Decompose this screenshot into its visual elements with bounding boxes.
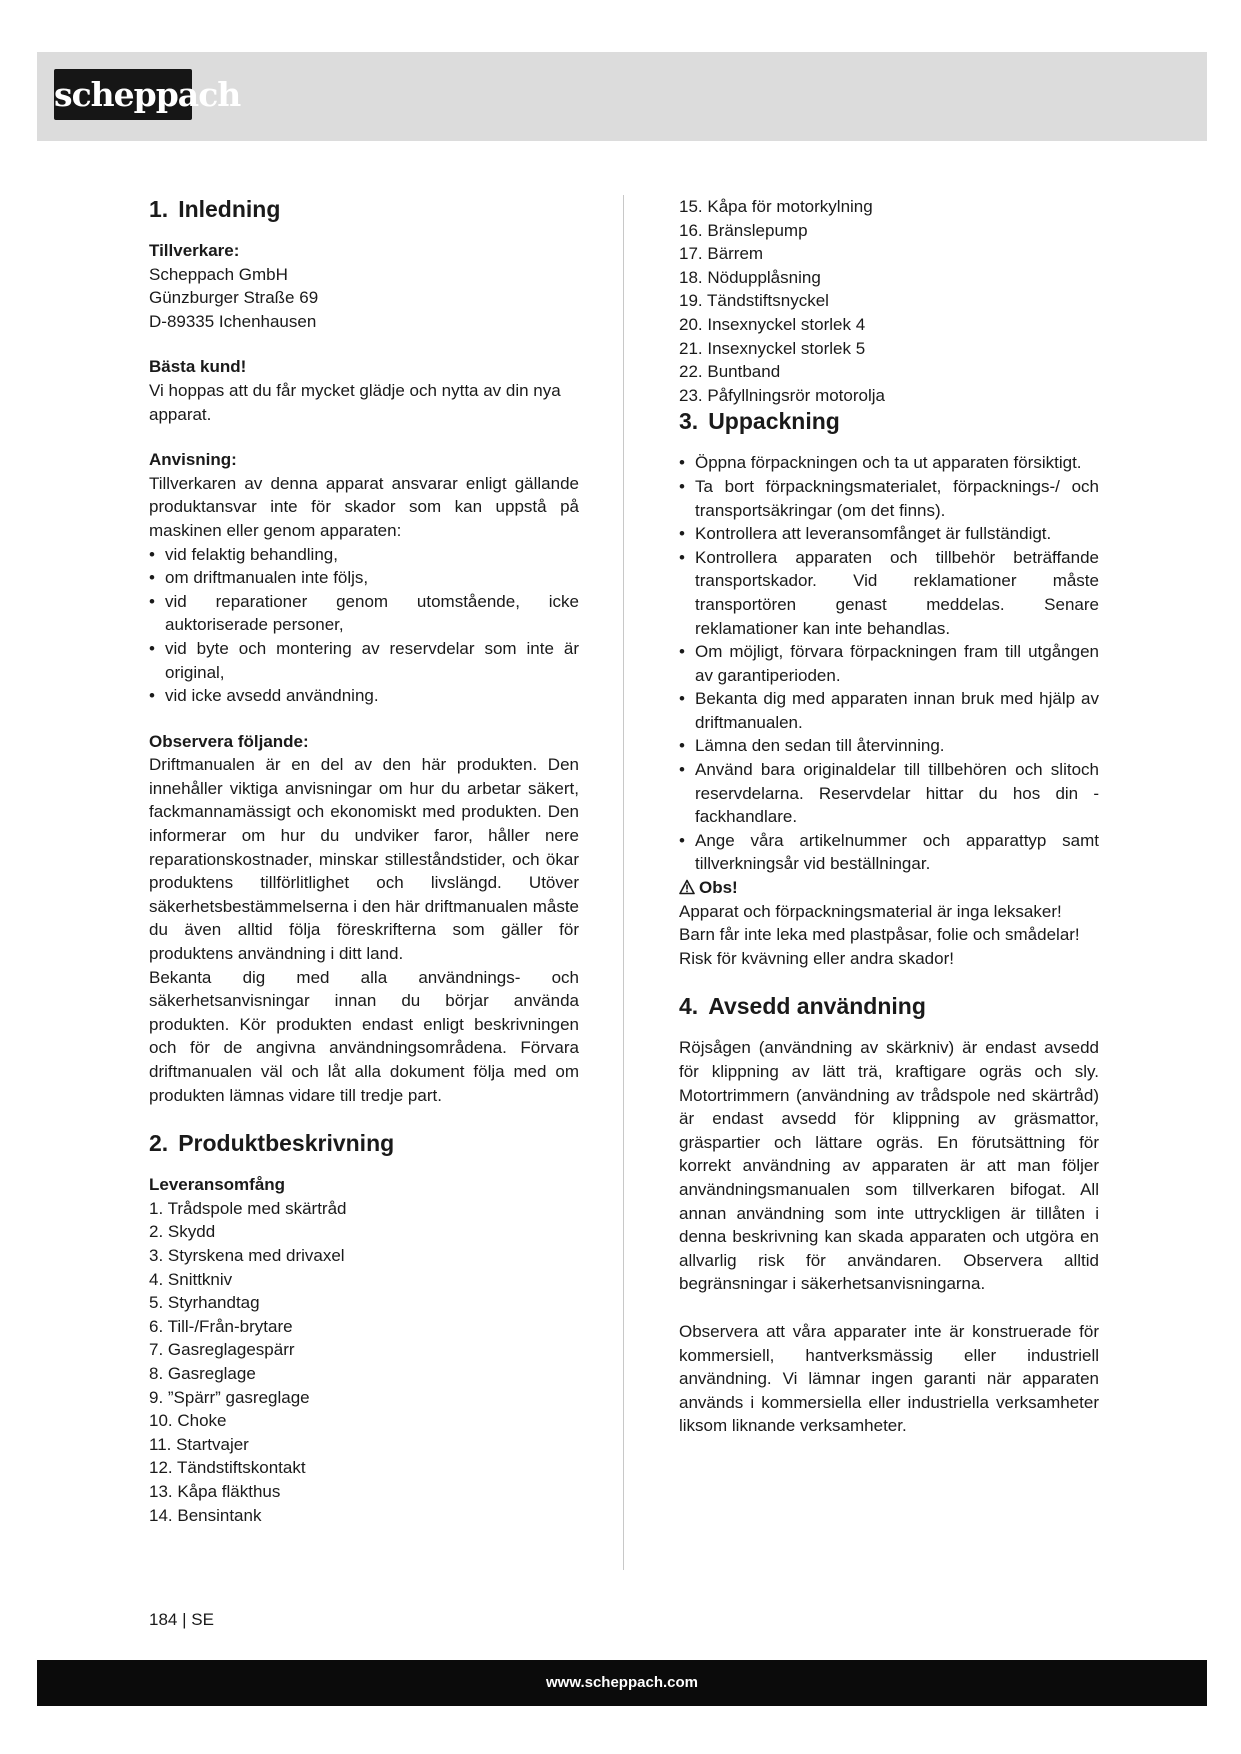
list-item: 9. ”Spärr” gasreglage xyxy=(149,1387,310,1407)
warning-text: Risk för kvävning eller andra skador! xyxy=(679,948,954,968)
list-item: • vid felaktig behandling, xyxy=(149,543,579,567)
parts-list-continued xyxy=(679,195,1099,407)
column-divider xyxy=(623,195,624,1570)
list-item: 21. Insexnyckel storlek 5 xyxy=(679,338,866,358)
observe-block xyxy=(149,730,579,1108)
observe-label: Observera följande: xyxy=(149,731,309,751)
list-item: 1. Trådspole med skärtråd xyxy=(149,1198,347,1218)
unpacking-list xyxy=(679,451,1099,876)
list-item: 23. Påfyllningsrör motorolja xyxy=(679,385,885,405)
list-item: 19. Tändstiftsnyckel xyxy=(679,291,829,311)
list-item: • Lämna den sedan till återvinning. xyxy=(679,734,1099,758)
footer-url[interactable]: www.scheppach.com xyxy=(546,1674,698,1691)
section-2-heading: 2. Produktbeskrivning xyxy=(149,1130,395,1157)
intended-use-text: Röjsågen (användning av skärkniv) är endast avsedd för klippning av lätt trä, kraftigare ogräs och sly. Motortrimmern (användning av trådspole ned skärtråd) är endast avsedd för klippning av gräsmattor, gräspartier och lättare ogräs. En förutsättning för korrekt användning av apparaten är att man följer användningsmanualen som tillverkaren bifogat. All annan användning som inte uttryckligen är tillåten i denna beskrivning kan skada apparaten och utgöra en allvarlig risk för användaren. Observera alltid begränsningar i säkerhetsanvisningarna. xyxy=(679,1038,1099,1294)
scope-block xyxy=(149,1173,579,1527)
list-item: 3. Styrskena med drivaxel xyxy=(149,1245,345,1265)
manufacturer-block xyxy=(149,239,579,333)
footer-bar xyxy=(37,1660,1207,1706)
page-number: 184 | SE xyxy=(149,1610,214,1629)
list-item: 22. Buntband xyxy=(679,362,781,382)
list-item: • vid byte och montering av reservdelar som inte är original, xyxy=(149,637,579,684)
list-item: • Om möjligt, förvara förpackningen fram till utgången av garantiperioden. xyxy=(679,640,1099,687)
warning-text: Apparat och förpackningsmaterial är inga leksaker! xyxy=(679,901,1062,921)
list-item: 11. Startvajer xyxy=(149,1434,249,1454)
list-item: 16. Bränslepump xyxy=(679,220,808,240)
dear-customer-block xyxy=(149,355,579,426)
note-block xyxy=(149,448,579,708)
address-line: Scheppach GmbH xyxy=(149,264,288,284)
warning-block xyxy=(679,876,1099,970)
observe-text: Driftmanualen är en del av den här produkten. Den innehåller viktiga anvisningar om hur du arbetar säkert, fackmannamässigt och ekonomiskt med produkten. Den informerar om hur du undviker faror, håller nere reparationskostnader, minskar stilleståndstider, och ökar produktens tillförlitlighet och livslängd. Utöver säkerhetsbestämmelserna i den här driftmanualen måste du även alltid följa föreskrifterna som gäller för produktens användning i ditt land. xyxy=(149,755,579,964)
warning-label: Obs! xyxy=(679,876,1099,900)
warning-triangle-icon xyxy=(679,879,695,895)
note-list xyxy=(149,543,579,708)
list-item: 7. Gasreglagespärr xyxy=(149,1340,295,1360)
observe-text: Bekanta dig med alla användnings- och säkerhetsanvisningar innan du börjar använda produkten. Kör produkten endast enligt beskrivningen och för de angivna användningsområdena. Förvara driftmanualen väl och låt alla dokument följa med om produkten lämnas vidare till tredje part. xyxy=(149,967,579,1105)
list-item: 14. Bensintank xyxy=(149,1505,262,1525)
list-item: 5. Styrhandtag xyxy=(149,1293,260,1313)
left-column xyxy=(149,195,579,1527)
section-1-heading: 1. Inledning xyxy=(149,196,281,222)
list-item: • vid reparationer genom utomstående, icke auktoriserade personer, xyxy=(149,590,579,637)
dear-customer-label: Bästa kund! xyxy=(149,357,247,377)
list-item: 6. Till-/Från-brytare xyxy=(149,1316,293,1336)
list-item: • Ange våra artikelnummer och apparattyp samt tillverkningsår vid beställningar. xyxy=(679,829,1099,876)
intended-use-text: Observera att våra apparater inte är konstruerade för kommersiell, hantverksmässig eller industriell användning. Vi lämnar ingen garanti när apparaten används i kommersiella eller industriella verksamheter liksom liknande verksamheter. xyxy=(679,1321,1099,1436)
list-item: • Öppna förpackningen och ta ut apparaten försiktigt. xyxy=(679,451,1099,475)
list-item: 4. Snittkniv xyxy=(149,1269,233,1289)
list-item: 15. Kåpa för motorkylning xyxy=(679,197,873,216)
list-item: 10. Choke xyxy=(149,1411,227,1431)
address-line: D-89335 Ichenhausen xyxy=(149,311,317,331)
manufacturer-label: Tillverkare: xyxy=(149,241,240,260)
section-4-heading: 4. Avsedd användning xyxy=(679,993,926,1020)
brand-logo: scheppach xyxy=(54,69,192,120)
right-column xyxy=(679,195,1099,1438)
warning-text: Barn får inte leka med plastpåsar, folie och smådelar! xyxy=(679,925,1080,945)
section-3-heading: 3. Uppackning xyxy=(679,408,840,435)
list-item: • Ta bort förpackningsmaterialet, förpacknings-/ och transportsäkringar (om det finns). xyxy=(679,475,1099,522)
list-item: 2. Skydd xyxy=(149,1222,216,1242)
list-item: • Kontrollera apparaten och tillbehör beträffande transportskador. Vid reklamationer måste transportören genast meddelas. Senare reklamationer kan inte behandlas. xyxy=(679,546,1099,640)
list-item: 12. Tändstiftskontakt xyxy=(149,1458,306,1478)
list-item: 13. Kåpa fläkthus xyxy=(149,1481,281,1501)
list-item: 8. Gasreglage xyxy=(149,1363,256,1383)
note-label: Anvisning: xyxy=(149,450,237,470)
list-item: 18. Nödupplåsning xyxy=(679,267,821,287)
address-line: Günzburger Straße 69 xyxy=(149,288,319,308)
list-item: • Bekanta dig med apparaten innan bruk med hjälp av driftmanualen. xyxy=(679,687,1099,734)
list-item: • om driftmanualen inte följs, xyxy=(149,566,579,590)
list-item: • Kontrollera att leveransomfånget är fullständigt. xyxy=(679,522,1099,546)
scope-label: Leveransomfång xyxy=(149,1175,286,1195)
list-item: 20. Insexnyckel storlek 4 xyxy=(679,314,866,334)
dear-customer-text: Vi hoppas att du får mycket glädje och nytta av din nya apparat. xyxy=(149,380,561,424)
note-text: Tillverkaren av denna apparat ansvarar enligt gällande produktansvar inte för skador som kan uppstå på maskinen eller genom apparaten: xyxy=(149,473,579,540)
list-item: • Använd bara originaldelar till tillbehören och slitoch reservdelarna. Reservdelar hittar du hos din -fackhandlare. xyxy=(679,758,1099,829)
parts-list xyxy=(149,1197,579,1527)
list-item: 17. Bärrem xyxy=(679,244,764,264)
list-item: • vid icke avsedd användning. xyxy=(149,684,579,708)
